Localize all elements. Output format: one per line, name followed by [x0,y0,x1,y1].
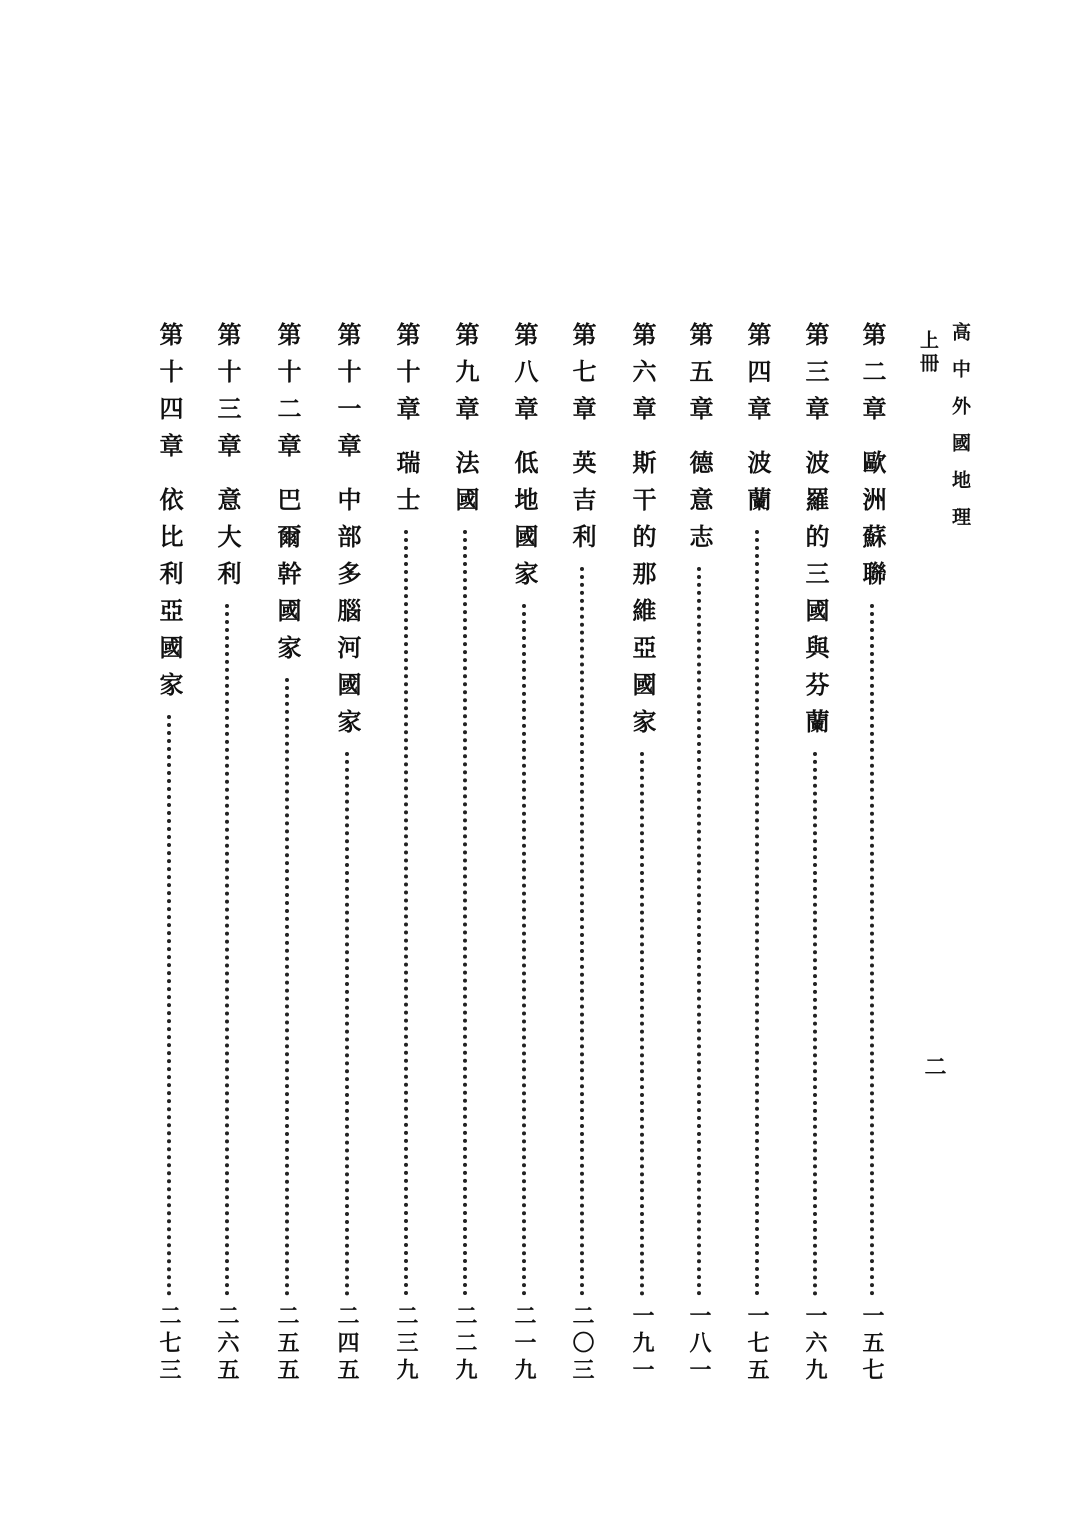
toc-entry[interactable] [856,322,888,1385]
toc-entry[interactable] [683,322,715,1385]
chapter-label: 第九章 [451,322,480,433]
chapter-page: 二七三 [156,1304,182,1385]
chapter-label: 第十三章 [213,322,242,470]
chapter-title: 依比利亞國家 [155,487,184,709]
toc-entry[interactable] [211,322,243,1385]
leader-dots [404,530,408,1296]
toc-entry[interactable] [271,322,303,1385]
chapter-page: 一六九 [802,1304,828,1385]
leader-dots [522,604,526,1296]
page-number: 二 [921,1055,947,1077]
chapter-label: 第七章 [568,322,597,433]
chapter-title: 英吉利 [568,450,597,561]
chapter-label: 第十四章 [155,322,184,470]
chapter-page: 一九一 [629,1304,655,1385]
leader-dots [225,604,229,1296]
chapter-label: 第二章 [858,322,887,433]
leader-dots [285,678,289,1296]
chapter-title: 意大利 [213,487,242,598]
chapter-label: 第十一章 [333,322,362,470]
chapter-label: 第八章 [510,322,539,433]
chapter-title: 法國 [451,450,480,524]
leader-dots [755,530,759,1296]
chapter-title: 德意志 [685,450,714,561]
chapter-title: 中部多腦河國家 [333,487,362,746]
leader-dots [813,752,817,1296]
leader-dots [167,715,171,1296]
chapter-title: 斯干的那維亞國家 [628,450,657,746]
chapter-title: 瑞士 [392,450,421,524]
chapter-page: 二二九 [452,1304,478,1385]
leader-dots [345,752,349,1296]
toc-entry[interactable] [741,322,773,1385]
toc-entry[interactable] [449,322,481,1385]
chapter-page: 一五七 [859,1304,885,1385]
chapter-label: 第六章 [628,322,657,433]
chapter-page: 二〇三 [569,1304,595,1385]
chapter-label: 第三章 [801,322,830,433]
leader-dots [580,567,584,1296]
chapter-page: 一八一 [686,1304,712,1385]
chapter-label: 第四章 [743,322,772,433]
toc-entry[interactable] [626,322,658,1385]
volume-label: 上冊 [917,330,939,376]
chapter-title: 歐洲蘇聯 [858,450,887,598]
chapter-title: 巴爾幹國家 [273,487,302,672]
toc-entry[interactable] [508,322,540,1385]
leader-dots [870,604,874,1296]
running-header [912,322,976,544]
toc-entry[interactable] [566,322,598,1385]
leader-dots [697,567,701,1296]
toc-entry[interactable] [390,322,422,1385]
chapter-label: 第十二章 [273,322,302,470]
toc-entry[interactable] [331,322,363,1385]
chapter-page: 二三九 [393,1304,419,1385]
chapter-page: 二一九 [511,1304,537,1385]
chapter-title: 波蘭 [743,450,772,524]
chapter-page: 二六五 [214,1304,240,1385]
toc-entry[interactable] [153,322,185,1385]
chapter-title: 波羅的三國與芬蘭 [801,450,830,746]
chapter-label: 第五章 [685,322,714,433]
chapter-title: 低地國家 [510,450,539,598]
leader-dots [463,530,467,1296]
leader-dots [640,752,644,1296]
chapter-page: 二四五 [334,1304,360,1385]
chapter-label: 第十章 [392,322,421,433]
chapter-page: 二五五 [274,1304,300,1385]
chapter-page: 一七五 [744,1304,770,1385]
book-title: 高中外國地理 [949,322,971,544]
toc-entry[interactable] [799,322,831,1385]
